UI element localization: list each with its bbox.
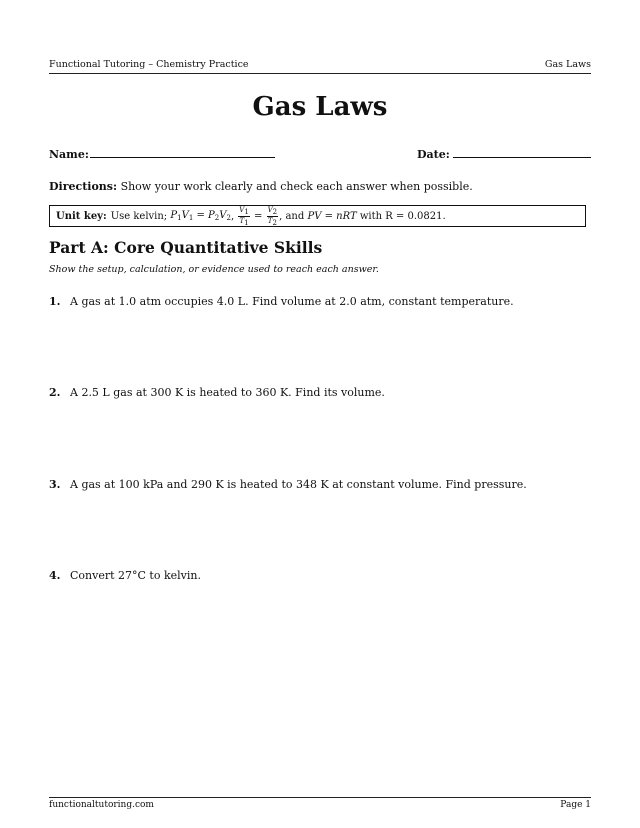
question-number: 1. (49, 295, 61, 308)
unit-key-box: Unit key: Use kelvin; $P_1V_1 = P_2V_2$ , $\frac{V1}{T1}$ = $\frac{V2}{T2}$ , and PV = nRT with R = 0.0821. (49, 205, 586, 227)
footer-page-number: Page 1 (560, 800, 591, 810)
date-label: Date: (417, 148, 450, 161)
gas-constant: R = 0.0821. (385, 210, 446, 222)
part-a-title: Part A: Core Quantitative Skills (49, 238, 323, 257)
directions-label: Directions: (49, 180, 118, 193)
question-3 (49, 478, 527, 491)
question-2 (49, 386, 385, 399)
directions-text: Show your work clearly and check each answer when possible. (120, 180, 473, 193)
boyles-law: $P_1V_1 = P_2V_2$ (170, 210, 231, 222)
header-right-text: Gas Laws (544, 59, 591, 70)
question-1 (49, 295, 514, 308)
question-text: A 2.5 L gas at 300 K is heated to 360 K. Find its volume. (70, 386, 385, 399)
question-number: 3. (49, 478, 61, 491)
charles-law: $\frac{V1}{T1}$ = $\frac{V2}{T2}$ (239, 205, 278, 227)
question-4 (49, 569, 201, 582)
header-left-text: Functional Tutoring – Chemistry Practice (49, 59, 249, 70)
header-rule (49, 73, 591, 74)
name-label: Name: (49, 148, 89, 161)
page-title: Gas Laws (252, 92, 388, 122)
name-field[interactable] (90, 157, 275, 158)
unit-key-label: Unit key: (56, 210, 107, 222)
unit-key-text-3: with (359, 210, 383, 222)
part-a-note: Show the setup, calculation, or evidence used to reach each answer. (49, 264, 379, 275)
question-text: Convert 27°C to kelvin. (70, 569, 201, 582)
directions (49, 180, 473, 193)
question-number: 4. (49, 569, 61, 582)
question-text: A gas at 1.0 atm occupies 4.0 L. Find volume at 2.0 atm, constant temperature. (70, 295, 514, 308)
unit-key-text-1: Use kelvin; (110, 210, 168, 222)
unit-key-text-2: and (285, 210, 305, 222)
footer-rule (49, 797, 591, 798)
date-field[interactable] (453, 157, 591, 158)
question-number: 2. (49, 386, 61, 399)
question-text: A gas at 100 kPa and 290 K is heated to 348 K at constant volume. Find pressure. (70, 478, 527, 491)
ideal-gas-law: PV = nRT (307, 210, 357, 222)
footer-website: functionaltutoring.com (49, 800, 154, 810)
